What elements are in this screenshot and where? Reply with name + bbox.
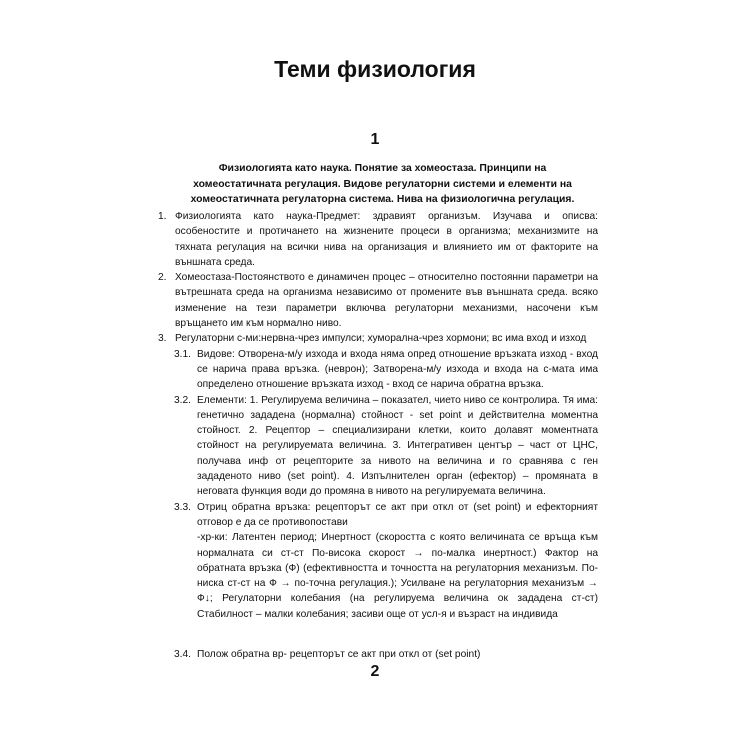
list-subitem-number: 3.4. — [174, 649, 191, 661]
list-subitem-number: 3.3. — [174, 501, 191, 513]
list-item-1 — [158, 209, 598, 270]
list-subitem-text: Елементи: 1. Регулируема величина – показател, чието ниво се контролира. Тя има: генетично зададена (нормална) стойност - set point и действителна моментна стойност. 2. Рецептор – специализирани клетки, които долавят моментната стойност на регулируемата величина. 3. Интегративен център – част от ЦНС, получава инф от рецепторите за нивото на величина и го сравнява с ген зададеното ниво (set point). 4. Изпълнителен орган (ефектор) – промяната в неговата функция води до промяна в нивото на регулируемата величина. — [197, 394, 598, 498]
list-subitem-text: Отриц обратна връзка: рецепторът се акт при откл от (set point) и ефекторният отговор е да се противопостави — [197, 501, 598, 528]
list-subitem-number: 3.1. — [174, 348, 191, 360]
list-subitem-text: Видове: Отворена-м/у изхода и входа няма опред отношение връзката изход - вход се нарича права връзка. (неврон); Затворена-м/у изхода и входа на с-мата има определено отношение връзката изход - вход се нарича обратна връзка. — [197, 348, 598, 391]
list-item-text: Хомеостаза-Постоянството е динамичен процес – относително постоянни параметри на вътрешната среда на организма независимо от промените във външната среда. всяко изменение на тези параметри включва регулаторни механизми, насочени към връщането им към нормално ниво. — [175, 272, 598, 330]
list-subitem-3-1 — [158, 347, 598, 393]
page-number-1: 1 — [370, 131, 380, 148]
list-item-text: Регулаторни с-ми:нервна-чрез импулси; хуморална-чрез хормони; вс има вход и изход — [175, 333, 587, 345]
page-number-2: 2 — [370, 663, 380, 680]
list-subitem-3-3 — [158, 500, 598, 531]
list-subitem-text: Полож обратна вр- рецепторът се акт при откл от (set point) — [197, 649, 481, 661]
list-item-2 — [158, 270, 598, 331]
list-item-number: 2. — [158, 272, 167, 284]
list-subitem-number: 3.2. — [174, 394, 191, 406]
section-heading: Физиологията като наука. Понятие за хомеостаза. Принципи на хомеостатичната регулация. Видове регулаторни системи и елементи на хомеостатичната регулаторна система. Нива на физиологична регулация. — [190, 163, 575, 205]
document-title: Теми физиология — [274, 56, 476, 82]
list-item-text: Физиологията като наука-Предмет: здравият организъм. Изучава и описва: особеностите и протичането на жизнените процеси в организма; механизмите на тяхната регулация на всички нива на организация и влиянието им от факторите на външната среда. — [175, 211, 598, 268]
list-item-3 — [158, 331, 598, 346]
list-item-number: 1. — [158, 211, 167, 222]
list-subitem-3-2 — [158, 393, 598, 500]
paragraph-spacer — [158, 622, 598, 647]
characteristics-paragraph: -хр-ки: Латентен период; Инертност (скоростта с която величината се връща към нормалната си ст-ст По-висока скорост → по-малка инертност.) Фактор на обратната връзка (Ф) (ефективността и точността на регулаторния механизъм. По-ниска ст-ст на Ф → по-точна регулация.); Усилване на регулаторния механизъм → Ф↓; Регулаторни колебания (на регулируема величина ок зададена ст-ст) Стабилност – малки колебания; засиви още от усл-я и възраст на индивида — [197, 532, 598, 620]
topic-list — [158, 209, 598, 662]
list-item-number: 3. — [158, 333, 167, 345]
list-subitem-3-4 — [158, 647, 598, 662]
